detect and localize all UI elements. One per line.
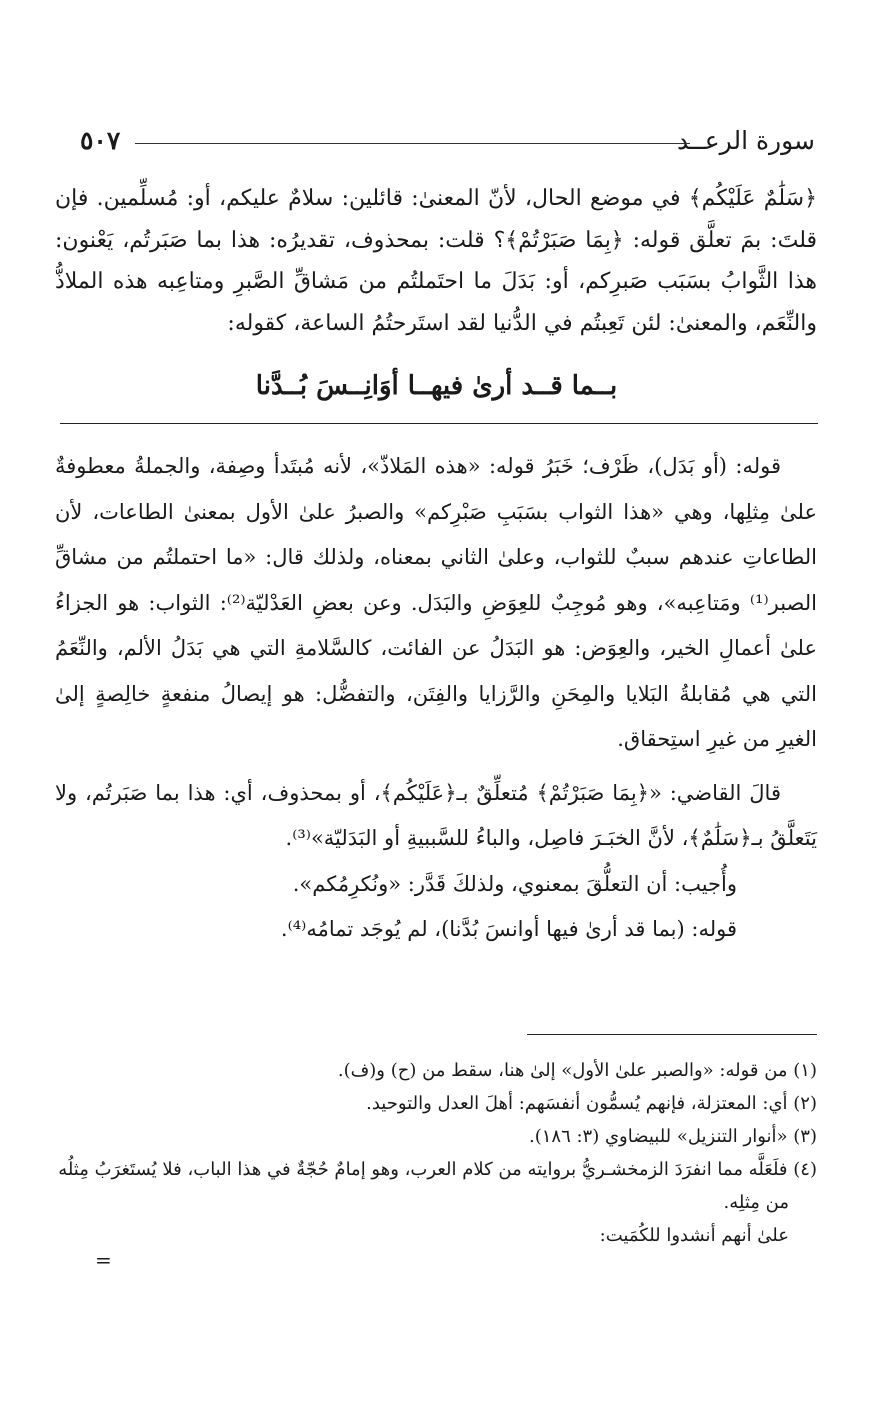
poetry-verse: بــما قــد أرىٰ فيهــا أوَانِــسَ بُــدَّنا	[255, 371, 618, 401]
footnote-1: (١) من قوله: «والصبر علىٰ الأول» إلىٰ هنا، سقط من (ح) و(ف).	[337, 1060, 817, 1081]
commentary-paragraph-1: قوله: (أو بَدَل)، ظَرْف؛ خَبَرُ قوله: «هذه المَلاذّ»، لأنه مُبتَدأ وصِفة، والجملةُ معطوفةٌ علىٰ مِثلِها، وهي «هذا الثواب بسَبَبِ صَبْرِكم» والصبرُ علىٰ الأول بمعنىٰ الطاعات، لأن الطاعاتِ عندهم سببٌ للثواب، وعلىٰ الثاني بمعناه، ولذلك قال: «ما احتملتُم من مشاقِّ الصبر⁽¹⁾ ومَتاعِبه»، وهو مُوجِبٌ للعِوَضِ والبَدَل. وعن بعضِ العَدْليّة⁽²⁾: الثواب: هو الجزاءُ علىٰ أعمالِ الخير، والعِوَض: هو البَدَلُ عن الفائت، كالسَّلامةِ التي هي بَدَلُ الألم، والنِّعَمُ التي هي مُقابلةُ البَلايا والمِحَنِ والرَّزايا والفِتَن، والتفضُّل: هو إيصالُ منفعةٍ خالِصةٍ إلىٰ الغيرِ من غيرِ استِحقاق.	[55, 454, 817, 751]
commentary-paragraph-3: وأُجيب: أن التعلُّقَ بمعنوي، ولذلكَ قَدَّر: «ونُكرِمُكم».	[292, 871, 737, 896]
main-text	[55, 178, 817, 344]
footnote-2: (٢) أي: المعتزلة، فإنهم يُسمُّون أنفسَهم: أهلَ العدل والتوحيد.	[366, 1093, 817, 1114]
header-rule	[135, 143, 690, 144]
footnotes	[55, 1054, 817, 1252]
footnote-rule	[527, 1034, 817, 1035]
commentary-paragraph-4: قوله: (بما قد أرىٰ فيها أوانسَ بُدَّنا)، لم يُوجَد تمامُه⁽⁴⁾.	[280, 917, 737, 941]
footnote-4-continuation-2: علىٰ أنهم أنشدوا للكُمَيت:	[599, 1225, 789, 1246]
footnote-3: (٣) «أنوار التنزيل» للبيضاوي (٣: ١٨٦).	[528, 1126, 817, 1147]
page-header	[80, 126, 815, 162]
commentary	[55, 444, 817, 953]
commentary-paragraph-2: قالَ القاضي: «﴿بِمَا صَبَرْتُمْ﴾ مُتعلِّقٌ بـ﴿عَلَيْكُم﴾، أو بمحذوف، أي: هذا بما صَبَرتُم، ولا يَتَعلَّقُ بـ﴿سَلَٰمٌ﴾، لأنَّ الخبَـرَ فاصِل، والباءُ للسَّببيةِ أو البَدَليّة»⁽³⁾.	[55, 780, 817, 850]
section-divider	[60, 423, 818, 424]
main-paragraph: ﴿سَلَٰمٌ عَلَيْكُم﴾ في موضع الحال، لأنّ المعنىٰ: قائلين: سلامٌ عليكم، أو: مُسلِّمين. فإن قلتَ: بمَ تعلَّق قوله: ﴿بِمَا صَبَرْتُمْ﴾؟ قلت: بمحذوف، تقديرُه: هذا بما صَبَرتُم، يَعْنون: هذا الثَّوابُ بسَبَب صَبرِكم، أو: بَدَلَ ما احتَملتُم من مَشاقِّ الصَّبرِ ومتاعِبه هذه الملاذُّ والنِّعَم، والمعنىٰ: لئن تَعِبتُم في الدُّنيا لقد استَرحتُمُ الساعة، كقوله:	[55, 186, 817, 336]
footnote-4-continuation: من مِثلِه.	[723, 1192, 789, 1213]
surah-title: سورة الرعــد	[676, 126, 815, 155]
page-number: ٥٠٧	[80, 126, 121, 155]
continuation-mark: =	[95, 1248, 112, 1272]
footnote-4: (٤) فلَعَلَّه مما انفرَدَ الزمخشـريُّ بروايته من كلام العرب، وهو إمامٌ حُجّةٌ في هذا الباب، فلا يُستَغرَبُ مِثلُه	[58, 1159, 817, 1180]
